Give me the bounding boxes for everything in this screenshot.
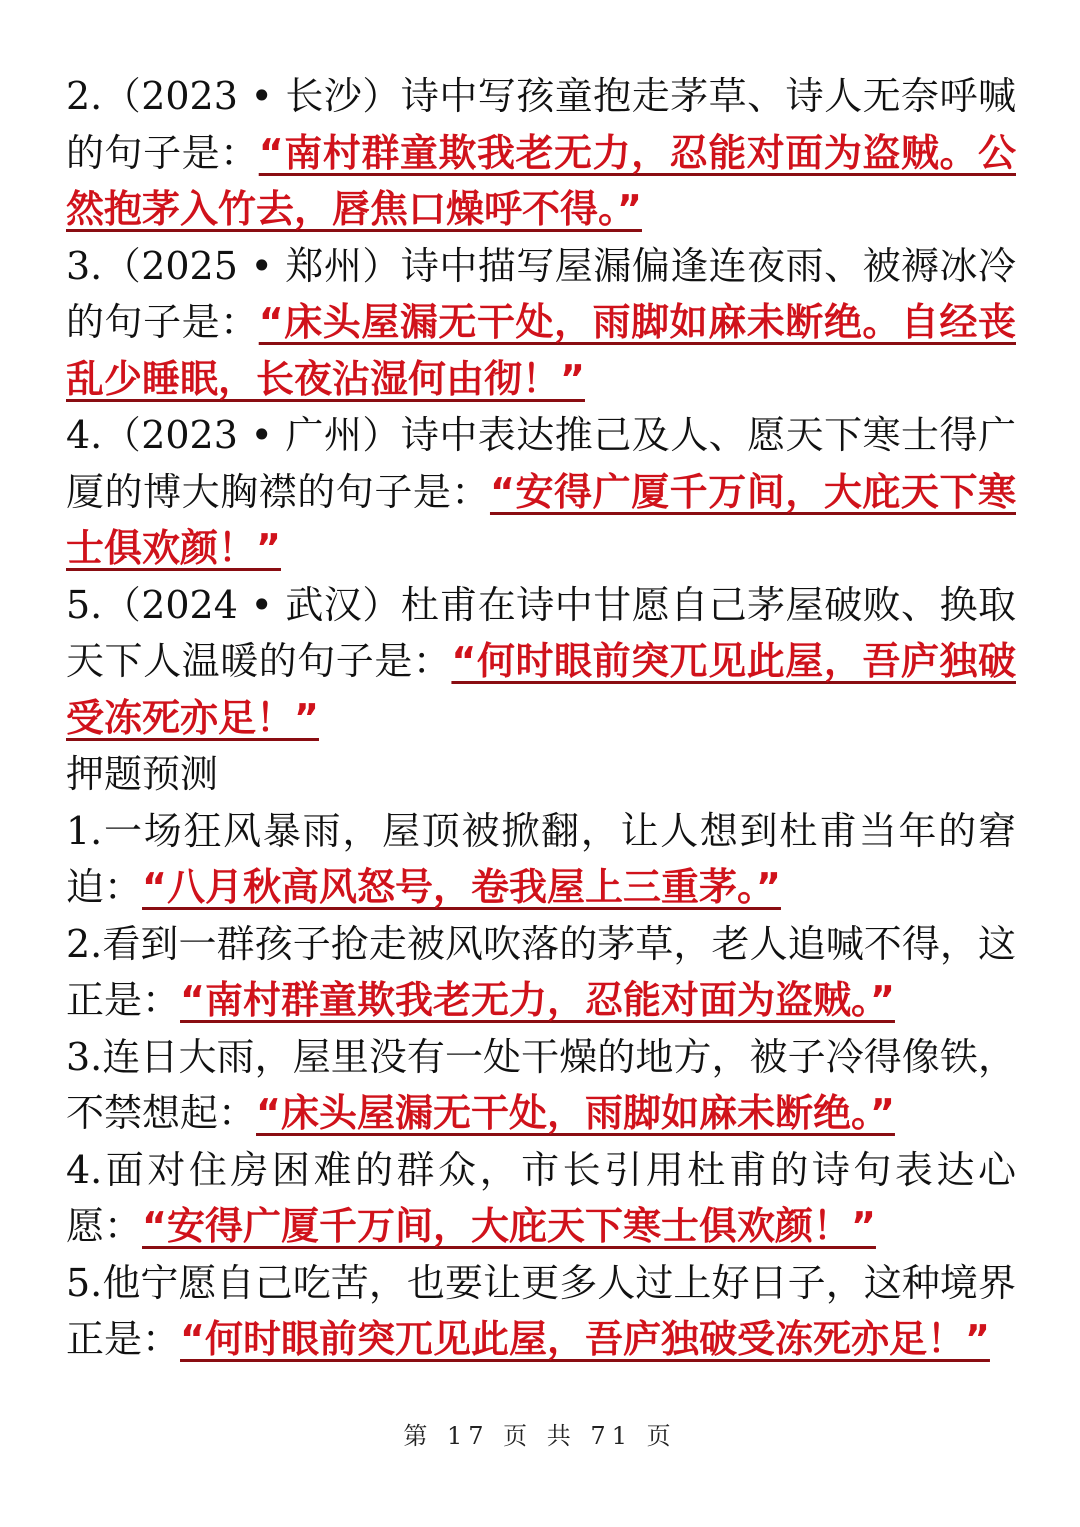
question-prompt: 2.看到一群孩子抢走被风吹落的茅草，老人追喊不得，这正是： — [66, 921, 1016, 1022]
answer-text: “安得广厦千万间，大庇天下寒士俱欢颜！” — [66, 469, 1016, 570]
question-prompt: 3.（2025 • 郑州）诗中描写屋漏偏逢连夜雨、被褥冰冷的句子是： — [66, 243, 1016, 344]
section-heading: 押题预测 — [66, 752, 219, 796]
answer-text: “八月秋高风怒号，卷我屋上三重茅。” — [142, 865, 781, 909]
prediction-item-1 — [66, 803, 1016, 916]
answer-text: “南村群童欺我老无力，忍能对面为盗贼。公然抱茅入竹去，唇焦口燥呼不得。” — [66, 130, 1016, 231]
question-prompt: 2.（2023 • 长沙）诗中写孩童抱走茅草、诗人无奈呼喊的句子是： — [66, 74, 1016, 175]
answer-text: “床头屋漏无干处，雨脚如麻未断绝。” — [256, 1091, 895, 1135]
question-prompt: 3.连日大雨，屋里没有一处干燥的地方，被子冷得像铁，不禁想起： — [66, 1034, 1016, 1135]
answer-text: “床头屋漏无干处，雨脚如麻未断绝。自经丧乱少睡眠，长夜沾湿何由彻！” — [66, 300, 1016, 401]
past-exam-item-5 — [66, 577, 1016, 747]
answer-text: “何时眼前突兀见此屋，吾庐独破受冻死亦足！” — [180, 1317, 990, 1361]
prediction-item-3 — [66, 1029, 1016, 1142]
answer-text: “安得广厦千万间，大庇天下寒士俱欢颜！” — [142, 1204, 876, 1248]
question-prompt: 5.他宁愿自己吃苦，也要让更多人过上好日子，这种境界正是： — [66, 1260, 1016, 1361]
prediction-item-5 — [66, 1255, 1016, 1368]
question-prompt: 4.面对住房困难的群众，市长引用杜甫的诗句表达心愿： — [66, 1147, 1016, 1248]
past-exam-item-3 — [66, 238, 1016, 408]
question-prompt: 5.（2024 • 武汉）杜甫在诗中甘愿自己茅屋破败、换取天下人温暖的句子是： — [66, 582, 1016, 683]
page-number-footer: 第 17 页 共 71 页 — [403, 1422, 677, 1450]
answer-text: “何时眼前突兀见此屋，吾庐独破受冻死亦足！” — [66, 639, 1016, 740]
prediction-item-2 — [66, 916, 1016, 1029]
question-prompt: 4.（2023 • 广州）诗中表达推己及人、愿天下寒士得广厦的博大胸襟的句子是： — [66, 413, 1016, 514]
answer-text: “南村群童欺我老无力，忍能对面为盗贼。” — [180, 978, 895, 1022]
past-exam-item-4 — [66, 407, 1016, 577]
question-prompt: 1.一场狂风暴雨，屋顶被掀翻，让人想到杜甫当年的窘迫： — [66, 808, 1016, 909]
past-exam-item-2 — [66, 68, 1016, 238]
prediction-item-4 — [66, 1142, 1016, 1255]
document-body — [66, 68, 1016, 1368]
